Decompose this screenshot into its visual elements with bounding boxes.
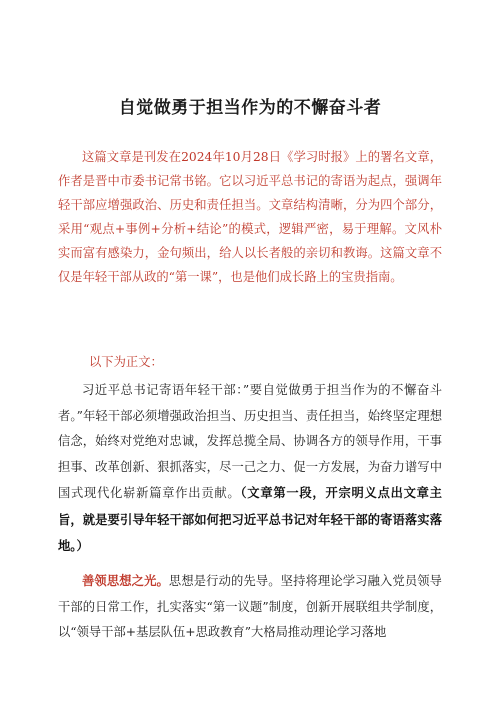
body-paragraph-2 [58, 568, 442, 646]
paragraph-text: 思想是行动的先导。坚持将理论学习融入党员领导干部的日常工作，扎实落实“第一议题”制度，创新开展联组共学制度，以“领导干部+基层队伍+思政教育”大格局推动理论学习落地 [58, 574, 442, 639]
paragraph-annotation: （文章第一段，开宗明义点出文章主旨，就是要引导年轻干部如何把习近平总书记对年轻干部的寄语落实落地。） [58, 485, 442, 553]
section-label: 以下为正文： [89, 355, 163, 369]
document-title: 自觉做勇于担当作为的不懈奋斗者 [118, 98, 382, 118]
paragraph-text: 习近平总书记寄语年轻干部：”要自觉做勇于担当作为的不懈奋斗者。”年轻干部必须增强政治担当、历史担当、责任担当，始终坚定理想信念，始终对党绝对忠诚，发挥总揽全局、协调各方的领导作用，干事担事、改革创新、狠抓落实，尽一己之力、促一方发展，为奋力谱写中国式现代化崭新篇章作出贡献。 [58, 383, 442, 500]
paragraph-heading: 善领思想之光。 [82, 573, 169, 588]
body-paragraph-1 [58, 378, 442, 560]
intro-paragraph: 这篇文章是刊发在2024年10月28日《学习时报》上的署名文章，作者是晋中市委书记常书铭。它以习近平总书记的寄语为起点，强调年轻干部应增强政治、历史和责任担当。文章结构清晰，分为四个部分，采用“观点+事例+分析+结论”的模式，逻辑严密，易于理解。文风朴实而富有感染力，金句频出，给人以长者般的亲切和教诲。这篇文章不仅是年轻干部从政的“第一课”，也是他们成长路上的宝贵指南。 [58, 150, 442, 284]
